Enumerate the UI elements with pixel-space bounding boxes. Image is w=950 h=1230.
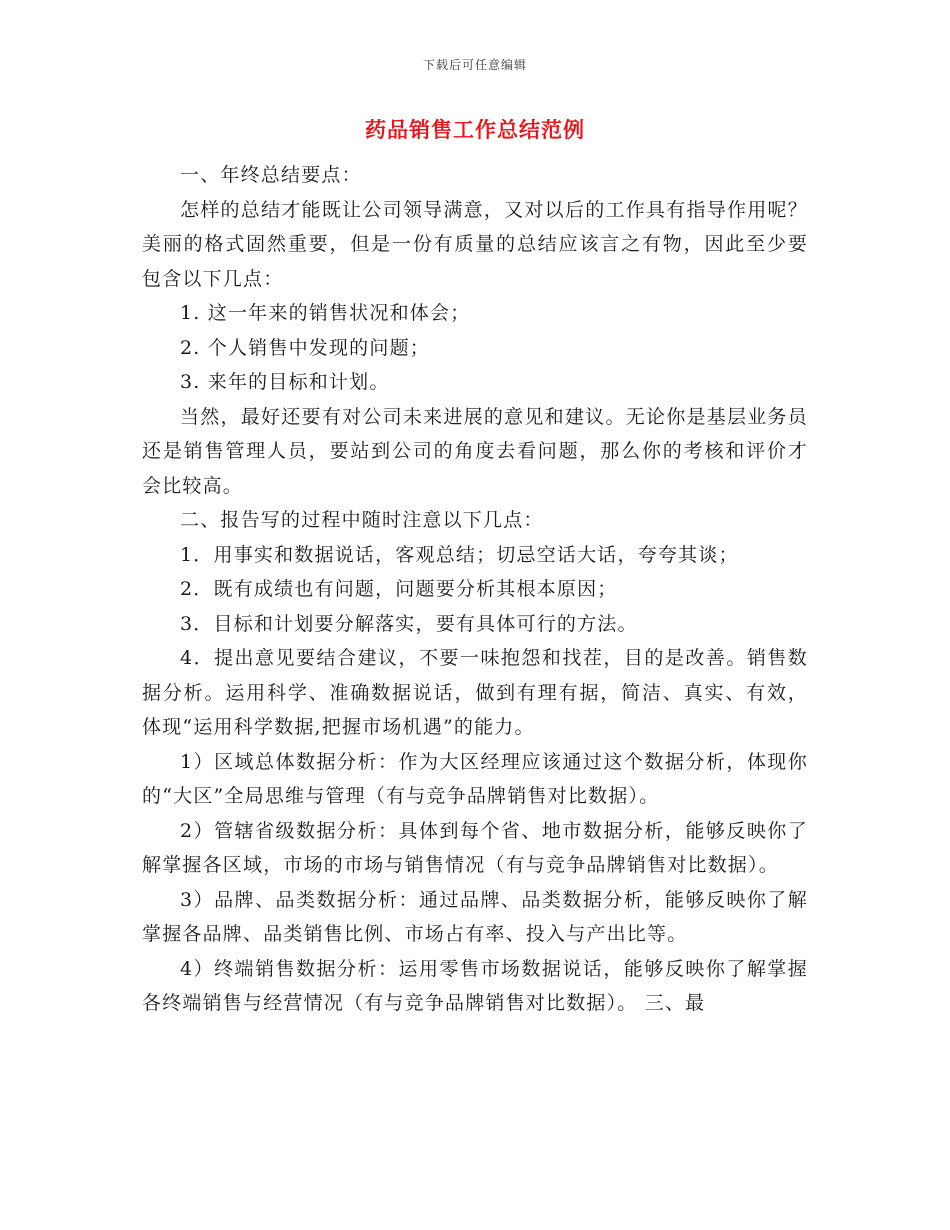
document-body bbox=[142, 158, 808, 1021]
list-item: 3．目标和计划要分解落实，要有具体可行的方法。 bbox=[180, 612, 638, 635]
sub-list-item: 1）区域总体数据分析：作为大区经理应该通过这个数据分析，体现你的“大区”全局思维与管理（有与竞争品牌销售对比数据）。 bbox=[142, 750, 808, 807]
paragraph-section-2-heading: 二、报告写的过程中随时注意以下几点： bbox=[180, 509, 544, 531]
list-item: 3. 来年的目标和计划。 bbox=[180, 371, 390, 393]
sub-list-item: 3）品牌、品类数据分析：通过品牌、品类数据分析，能够反映你了解掌握各品牌、品类销售比例、市场占有率、投入与产出比等。 bbox=[142, 888, 808, 945]
list-item: 2．既有成绩也有问题，问题要分析其根本原因； bbox=[180, 578, 618, 600]
paragraph-section-1-heading: 一、年终总结要点： bbox=[180, 164, 362, 186]
list-item: 4．提出意见要结合建议，不要一味抱怨和找茬，目的是改善。销售数据分析。运用科学、准确数据说话，做到有理有据，简洁、真实、有效，体现“运用科学数据,把握市场机遇”的能力。 bbox=[142, 647, 808, 738]
paragraph: 当然，最好还要有对公司未来进展的意见和建议。无论你是基层业务员还是销售管理人员，要站到公司的角度去看问题，那么你的考核和评价才会比较高。 bbox=[142, 405, 808, 497]
paragraph: 怎样的总结才能既让公司领导满意，又对以后的工作具有指导作用呢？美丽的格式固然重要，但是一份有质量的总结应该言之有物，因此至少要包含以下几点： bbox=[142, 198, 808, 290]
list-item: 1. 这一年来的销售状况和体会； bbox=[180, 302, 471, 324]
document-title: 药品销售工作总结范例 bbox=[365, 118, 585, 142]
sub-list-item: 2）管辖省级数据分析：具体到每个省、地市数据分析，能够反映你了解掌握各区域，市场的市场与销售情况（有与竞争品牌销售对比数据）。 bbox=[142, 819, 808, 876]
list-item: 1．用事实和数据说话，客观总结；切忌空话大话，夸夸其谈； bbox=[180, 543, 739, 566]
list-item: 2. 个人销售中发现的问题； bbox=[180, 336, 430, 359]
page-header-note: 下载后可任意编辑 bbox=[422, 58, 527, 72]
sub-list-item: 4）终端销售数据分析：运用零售市场数据说话，能够反映你了解掌握各终端销售与经营情况（有与竞争品牌销售对比数据）。 三、最 bbox=[142, 957, 808, 1014]
